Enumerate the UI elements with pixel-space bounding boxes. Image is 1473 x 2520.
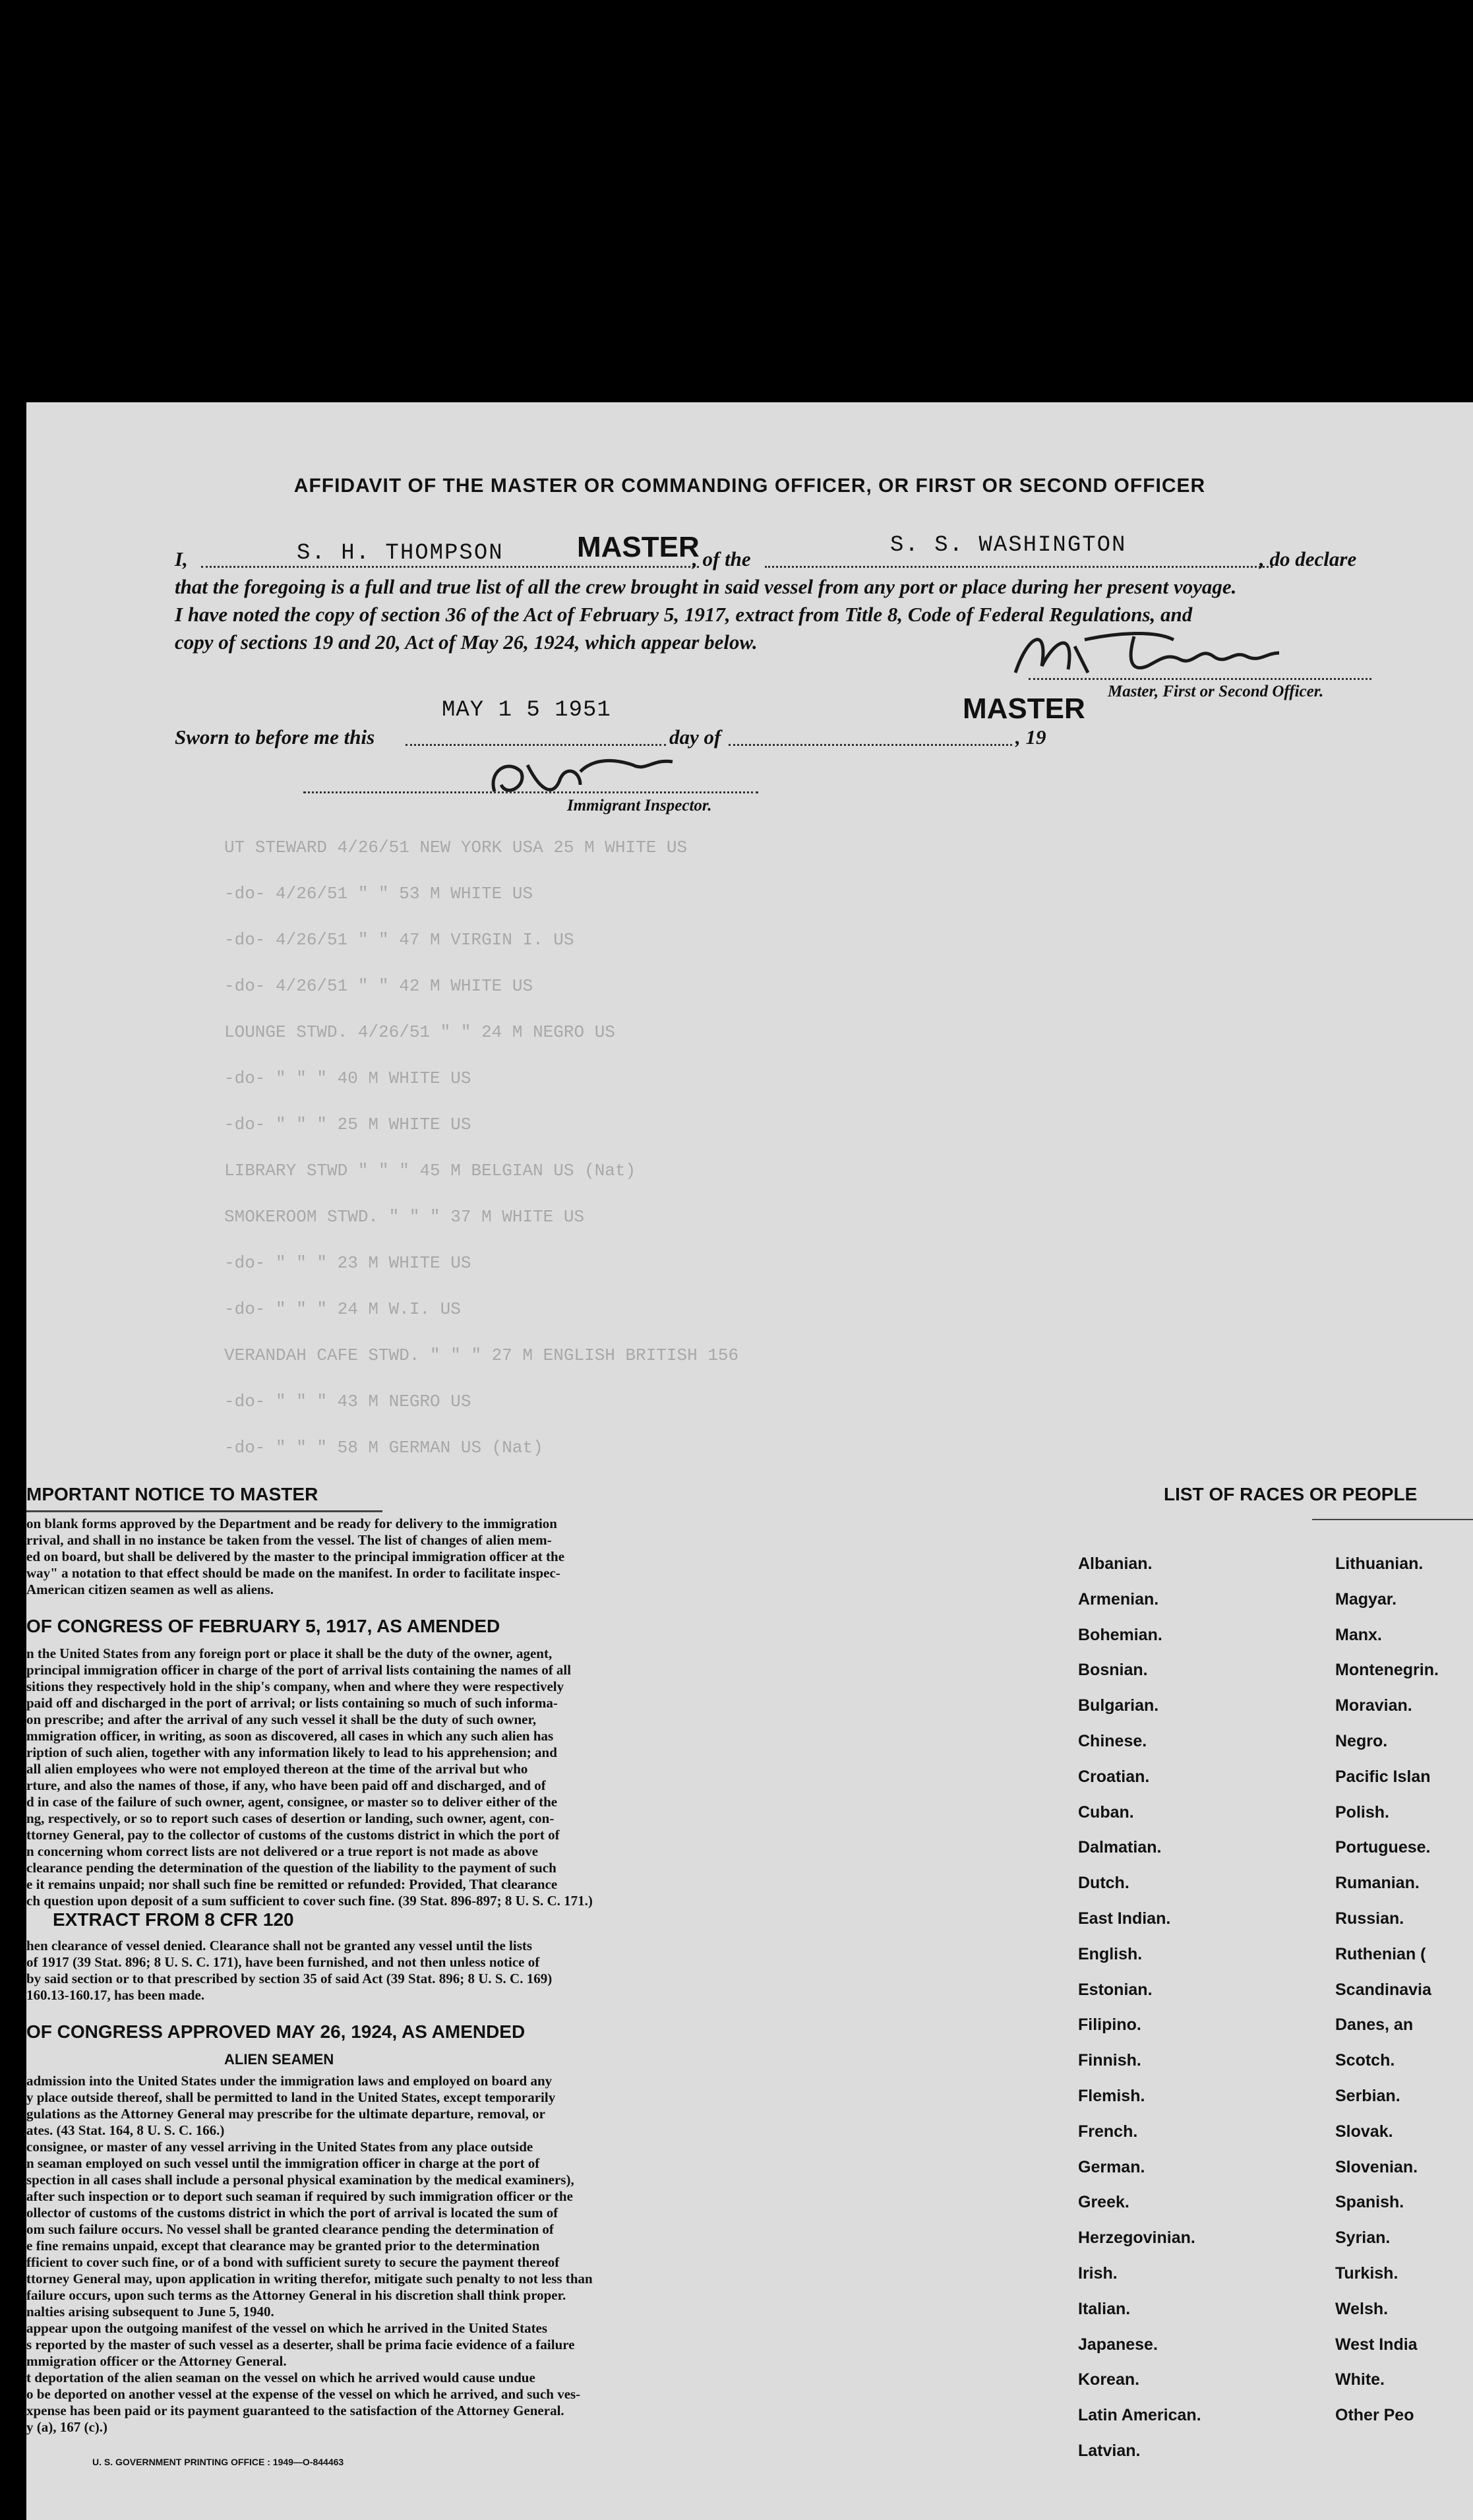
race-item: Dutch. [1078, 1874, 1129, 1893]
act-1924-line: fficient to cover such fine, or of a bond with sufficient surety to secure the payment thereof [26, 2254, 560, 2270]
act-1924-line: y (a), 167 (c).) [26, 2419, 108, 2435]
act-1924-line: admission into the United States under the immigration laws and employed on board any [26, 2073, 553, 2089]
act-1924-line: ates. (43 Stat. 164, 8 U. S. C. 166.) [26, 2122, 225, 2138]
act-1917-line: ch question upon deposit of a sum sufficient to cover such fine. (39 Stat. 896-897; 8 U. S. C. 171.) [26, 1893, 593, 1909]
month-line [729, 744, 1012, 746]
race-item: Irish. [1078, 2263, 1118, 2283]
act-1924-subheading: ALIEN SEAMEN [224, 2051, 334, 2068]
race-item: English. [1078, 1944, 1143, 1963]
name-line [201, 566, 699, 568]
sworn-label: Sworn to before me this [175, 725, 375, 749]
race-item: Greek. [1078, 2193, 1129, 2212]
act-1917-line: n the United States from any foreign port or place it shall be the duty of the owner, agent, [26, 1645, 553, 1661]
race-item: Scandinavia [1335, 1980, 1431, 1999]
races-rule [1312, 1519, 1473, 1520]
act-1917-line: rture, and also the names of those, if any, who have been paid off and discharged, and of [26, 1777, 546, 1793]
race-item: Scotch. [1335, 2051, 1395, 2070]
printing-office-note: U. S. GOVERNMENT PRINTING OFFICE : 1949—O-844463 [92, 2457, 344, 2467]
cfr-text [26, 1938, 712, 2004]
act-1917-heading: OF CONGRESS OF FEBRUARY 5, 1917, AS AMENDED [26, 1616, 500, 1636]
race-item: Polish. [1335, 1802, 1389, 1822]
race-item: Estonian. [1078, 1980, 1153, 1999]
race-item: Turkish. [1335, 2263, 1398, 2283]
act-1917-line: mmigration officer, in writing, as soon as discovered, all cases in which any such alien has [26, 1728, 554, 1744]
master-stamp: MASTER [963, 692, 1085, 725]
act-1917-line: clearance pending the determination of the question of the liability to the payment of such [26, 1860, 556, 1876]
race-item: French. [1078, 2122, 1138, 2141]
race-item: Chinese. [1078, 1731, 1147, 1750]
notice-text [26, 1516, 712, 1598]
race-item: Filipino. [1078, 2015, 1141, 2035]
vessel-name: S. S. WASHINGTON [890, 533, 1127, 558]
race-item: Slovenian. [1335, 2157, 1418, 2176]
race-item: White. [1335, 2370, 1385, 2389]
vessel-line [765, 566, 1273, 568]
day-of-label: day of [669, 725, 721, 749]
affidavit-title: AFFIDAVIT OF THE MASTER OR COMMANDING OFFICER, OR FIRST OR SECOND OFFICER [293, 475, 1206, 497]
notice-heading: MPORTANT NOTICE TO MASTER [26, 1484, 318, 1504]
act-1924-line: e fine remains unpaid, except that clearance may be granted prior to the determination [26, 2238, 540, 2254]
race-item: Syrian. [1335, 2228, 1391, 2248]
race-item: Finnish. [1078, 2051, 1141, 2070]
act-1917-line: e it remains unpaid; nor shall such fine be remitted or refunded: Provided, That clearance [26, 1876, 558, 1892]
act-1917-text [26, 1645, 712, 1909]
act-1917-line: on prescribe; and after the arrival of any such vessel it shall be the duty of such owner, [26, 1711, 537, 1727]
year-label: , 19 [1015, 725, 1046, 749]
declaration-line-2: that the foregoing is a full and true list of all the crew brought in said vessel from any port or place during her present voyage. [175, 575, 1237, 598]
race-item: Manx. [1335, 1625, 1382, 1644]
inspector-line [303, 791, 758, 793]
master-name: S. H. THOMPSON [297, 541, 504, 566]
race-item: Albanian. [1078, 1554, 1153, 1573]
act-1917-line: ription of such alien, together with any information likely to lead to his apprehension; and [26, 1744, 557, 1760]
act-1917-line: d in case of the failure of such owner, agent, consignee, or master so to deliver either of the [26, 1794, 558, 1810]
act-1917-line: ttorney General, pay to the collector of customs of the customs district in which the port of [26, 1827, 560, 1843]
race-item: Moravian. [1335, 1696, 1412, 1715]
act-1924-line: om such failure occurs. No vessel shall be granted clearance pending the determination of [26, 2221, 554, 2237]
race-item: Bohemian. [1078, 1625, 1162, 1644]
act-1917-line: n concerning whom correct lists are not delivered or a true report is not made as above [26, 1843, 539, 1859]
race-item: Cuban. [1078, 1802, 1134, 1822]
race-item: Korean. [1078, 2370, 1140, 2389]
act-1924-line: y place outside thereof, shall be permitted to land in the United States, except temporarily [26, 2089, 556, 2105]
act-1924-line: t deportation of the alien seaman on the vessel on which he arrived would cause undue [26, 2370, 535, 2385]
act-1924-line: nalties arising subsequent to June 5, 1940. [26, 2304, 274, 2320]
race-item: Bosnian. [1078, 1661, 1148, 1680]
race-item: Welsh. [1335, 2299, 1389, 2318]
signature-caption: Master, First or Second Officer. [1108, 683, 1324, 700]
notice-line: on blank forms approved by the Department and be ready for delivery to the immigration [26, 1516, 557, 1531]
act-1917-line: principal immigration officer in charge of the port of arrival lists containing the names of all [26, 1662, 572, 1678]
line-i-label: I, [175, 547, 188, 570]
race-item: Herzegovinian. [1078, 2228, 1195, 2248]
of-the-label: , of the [692, 547, 751, 570]
races-heading: LIST OF RACES OR PEOPLE [1164, 1484, 1418, 1504]
act-1917-line: sitions they respectively hold in the ship's company, when and where they were respectively [26, 1678, 564, 1694]
race-item: Flemish. [1078, 2086, 1145, 2105]
race-item: Slovak. [1335, 2122, 1393, 2141]
rank-stamp: MASTER [577, 531, 700, 563]
race-item: Latin American. [1078, 2406, 1201, 2425]
notice-line: rrival, and shall in no instance be taken from the vessel. The list of changes of alien mem- [26, 1532, 552, 1548]
act-1924-heading: OF CONGRESS APPROVED MAY 26, 1924, AS AMENDED [26, 2021, 526, 2042]
race-item: Rumanian. [1335, 1874, 1420, 1893]
inspector-caption: Immigrant Inspector. [567, 797, 712, 814]
race-item: Latvian. [1078, 2441, 1141, 2460]
act-1924-text [26, 2073, 712, 2436]
cfr-line: by said section or to that prescribed by section 35 of said Act (39 Stat. 896; 8 U. S. C. 169) [26, 1971, 553, 1986]
act-1924-line: ollector of customs of the customs district in which the port of arrival is located the sum of [26, 2205, 558, 2221]
declaration-line-4: copy of sections 19 and 20, Act of May 26, 1924, which appear below. [175, 630, 758, 654]
race-item: Croatian. [1078, 1767, 1150, 1786]
notice-line: American citizen seamen as well as aliens. [26, 1582, 274, 1597]
act-1924-line: ttorney General may, upon application in writing therefor, mitigate such penalty to not less than [26, 2271, 593, 2287]
race-item: Danes, an [1335, 2015, 1414, 2035]
races-column-2 [1335, 1547, 1439, 2434]
act-1924-line: o be deported on another vessel at the expense of the vessel on which he arrived, and such ves- [26, 2386, 581, 2402]
race-item: German. [1078, 2157, 1145, 2176]
act-1924-line: n seaman employed on such vessel until the immigration officer in charge at the port of [26, 2155, 540, 2171]
act-1924-line: s reported by the master of such vessel as a deserter, shall be prima facie evidence of a failure [26, 2337, 575, 2352]
races-column-1 [1078, 1547, 1201, 2469]
declaration-line-3: I have noted the copy of section 36 of the Act of February 5, 1917, extract from Title 8, Code of Federal Regulations, and [175, 603, 1193, 626]
cfr-heading: EXTRACT FROM 8 CFR 120 [53, 1909, 294, 1930]
race-item: East Indian. [1078, 1909, 1171, 1928]
signature-line [1029, 678, 1371, 680]
race-item: Armenian. [1078, 1589, 1159, 1609]
race-item: Serbian. [1335, 2086, 1400, 2105]
cfr-line: hen clearance of vessel denied. Clearance shall not be granted any vessel until the lists [26, 1938, 533, 1953]
race-item: Montenegrin. [1335, 1661, 1439, 1680]
affidavit-sheet: UT STEWARD 4/26/51 NEW YORK USA 25 M WHITE US -do- 4/26/51 " " 53 M WHITE US -do- 4/26/51 " " 47 M VIRGIN I. US -do- 4/26/51 " " 42 M WHITE US LOUNGE STWD. 4/26/51 " " 24 M NEGRO US -do- " " " 40 M WHITE US -do- " " " 25 M WHITE US LIBRARY STWD " " " 45 M BELGIAN US (Nat) SMOKEROOM STWD. " " " 37 M WHITE US -do- " " " 23 M WHITE US -do- " " " 24 M W.I. US VERANDAH CAFE STWD. " " " 27 M ENGLISH BRITISH 156 -do- " " " 43 M NEGRO US -do- " " " 58 M GERMAN US (Nat) AFFIDAVIT OF THE MASTER OR COMMANDING OFFICER, OR FIRST OR SECOND OFFICER I, S. H. THOMPSON MASTER , of the S. S. WASHINGTON , do declare that the foregoing is a full and true list of all the crew brought in said vessel from any port or place during her present voyage. I have noted the copy of section 36 of the Act of February 5, 1917, extract from Title 8, Code of Federal Regulations, and copy of sections 19 and 20, Act of May 26, 1924, which appear below. Master, First or Second Officer. Sworn to before me this MAY 1 5 1951 day of , 19 MASTER Immigrant Inspector. MPORTANT NOTICE TO MASTER on blank forms approved by the Department and be ready for delivery to the immigration rrival, and shall in no instance be taken from the vessel. The list of changes of alien mem- ed on board, but shall be delivered by the master to the principal immigration officer at the way" a notation to that effect should be made on the manifest. In order to facilitate inspec- American citizen seamen as well as aliens. OF CONGRESS OF FEBRUARY 5, 1917, AS AMENDED n the United States from any foreign port or place it shall be the duty of the owner, agent, principal immigration officer in charge of the port of arrival lists containing the names of all sitions they respectively hold in the ship's company, when and where they were respectively paid off and discharged in the port of arrival; or lists containing so much of such informa- on prescribe; and after the arrival of any such vessel it shall be the duty of such owner, mmigration officer, in writing, as soon as discovered, all cases in which any such alien has ription of such alien, together with any information likely to lead to his apprehension; and all alien employees who were not employed thereon at the time of the arrival but who rture, and also the names of those, if any, who have been paid off and discharged, and of d in case of the failure of such owner, agent, consignee, or master so to deliver either of the ng, respectively, or so to report such cases of desertion or landing, such owner, agent, con- ttorney General, pay to the collector of customs of the customs district in which the port of n concerning whom correct lists are not delivered or a true report is not made as above clearance pending the determination of the question of the liability to the payment of such e it remains unpaid; nor shall such fine be remitted or refunded: Provided, That clearance ch question upon deposit of a sum sufficient to cover such fine. (39 Stat. 896-897; 8 U. S. C. 171.) EXTRACT FROM 8 CFR 120 hen clearance of vessel denied. Clearance shall not be granted any vessel until the lists of 1917 (39 Stat. 896; 8 U. S. C. 171), have been furnished, and not then unless notice of by said section or to that prescribed by section 35 of said Act (39 Stat. 896; 8 U. S. C. 169) 160.13-160.17, has been made. OF CONGRESS APPROVED MAY 26, 1924, AS AMENDED ALIEN SEAMEN admission into the United States under the immigration laws and employed on board any y place outside thereof, shall be permitted to land in the United States, except temporarily gulations as the Attorney General may prescribe for the ultimate departure, removal, or ates. (43 Stat. 164, 8 U. S. C. 166.) consignee, or master of any vessel arriving in the United States from any place outside n seaman employed on such vessel until the immigration officer in charge at the port of spection in all cases shall include a personal physical examination by the medical examiners), after such inspection or to deport such seaman if required by such immigration officer or the ollector of customs of the customs district in which the port of arrival is located the sum of om such failure occurs. No vessel shall be granted clearance pending the determination of e fine remains unpaid, except that clearance may be granted prior to the determination fficient to cover such fine, or of a bond with sufficient surety to secure the payment thereof ttorney General may, upon application in writing therefor, mitigate such penalty to not less than failure occurs, upon such terms as the Attorney General in his discretion shall think proper. nalties arising subsequent to June 5, 1940. appear upon the outgoing manifest of the vessel on which he arrived in the United States s reported by the master of such vessel as a deserter, shall be prima facie evidence of a failure mmigration officer or the Attorney General. t deportation of the alien seaman on the vessel on which he arrived would cause undue o be deported on another vessel at the expense of the vessel on which he arrived, and such ves- xpense has been paid or its payment guaranteed to the satisfaction of the Attorney General. y (a), 167 (c).) U. S. GOVERNMENT PRINTING OFFICE : 1949—O-844463 LIST OF RACES OR PEOPLE Albanian. Armenian. Bohemian. Bosnian. Bulgarian. Chinese. Croatian. Cuban. Dalmatian. Dutch. East Indian. English. Estonian. Filipino. Finnish. Flemish. French. German. Greek. Herzegovinian. Irish. Italian. Japanese. Korean. Latin American. Latvian. Lithuanian. Magyar. Manx. Montenegrin. Moravian. Negro. Pacific Islan Polish. Portuguese. Rumanian. Russian. Ruthenian ( Scandinavia Danes, an Scotch. Serbian. Slovak. Slovenian. Spanish. Syrian. Turkish. Welsh. West India White. Other Peo [26, 402, 1473, 2520]
act-1917-line: all alien employees who were not employed thereon at the time of the arrival but who [26, 1761, 528, 1777]
race-item: Dalmatian. [1078, 1838, 1162, 1857]
sworn-date: MAY 1 5 1951 [442, 698, 611, 723]
race-item: West India [1335, 2335, 1418, 2354]
race-item: Italian. [1078, 2299, 1131, 2318]
act-1924-line: after such inspection or to deport such seaman if required by such immigration officer or the [26, 2188, 573, 2204]
race-item: Other Peo [1335, 2406, 1414, 2425]
race-item: Japanese. [1078, 2335, 1158, 2354]
act-1924-line: spection in all cases shall include a personal physical examination by the medical examiners), [26, 2172, 574, 2188]
race-item: Negro. [1335, 1731, 1388, 1750]
master-signature-icon [1002, 620, 1345, 692]
race-item: Lithuanian. [1335, 1554, 1424, 1573]
cfr-line: 160.13-160.17, has been made. [26, 1987, 205, 2003]
race-item: Spanish. [1335, 2193, 1404, 2212]
act-1924-line: consignee, or master of any vessel arriving in the United States from any place outside [26, 2139, 533, 2155]
race-item: Pacific Islan [1335, 1767, 1431, 1786]
act-1924-line: mmigration officer or the Attorney General. [26, 2353, 287, 2369]
act-1917-line: paid off and discharged in the port of arrival; or lists containing so much of such informa- [26, 1695, 558, 1711]
cfr-line: of 1917 (39 Stat. 896; 8 U. S. C. 171), have been furnished, and not then unless notice of [26, 1954, 540, 1970]
race-item: Magyar. [1335, 1589, 1397, 1609]
notice-rule [26, 1510, 382, 1512]
act-1917-line: ng, respectively, or so to report such cases of desertion or landing, such owner, agent, con- [26, 1810, 555, 1826]
race-item: Bulgarian. [1078, 1696, 1159, 1715]
notice-line: ed on board, but shall be delivered by the master to the principal immigration officer at the [26, 1549, 565, 1564]
race-item: Portuguese. [1335, 1838, 1431, 1857]
race-item: Ruthenian ( [1335, 1944, 1426, 1963]
act-1924-line: appear upon the outgoing manifest of the vessel on which he arrived in the United States [26, 2320, 548, 2336]
notice-line: way" a notation to that effect should be made on the manifest. In order to facilitate inspec- [26, 1565, 560, 1581]
act-1924-line: failure occurs, upon such terms as the Attorney General in his discretion shall think proper. [26, 2287, 566, 2303]
act-1924-line: xpense has been paid or its payment guaranteed to the satisfaction of the Attorney General. [26, 2403, 564, 2418]
race-item: Russian. [1335, 1909, 1404, 1928]
do-declare-label: , do declare [1259, 547, 1357, 570]
act-1924-line: gulations as the Attorney General may prescribe for the ultimate departure, removal, or [26, 2106, 545, 2122]
